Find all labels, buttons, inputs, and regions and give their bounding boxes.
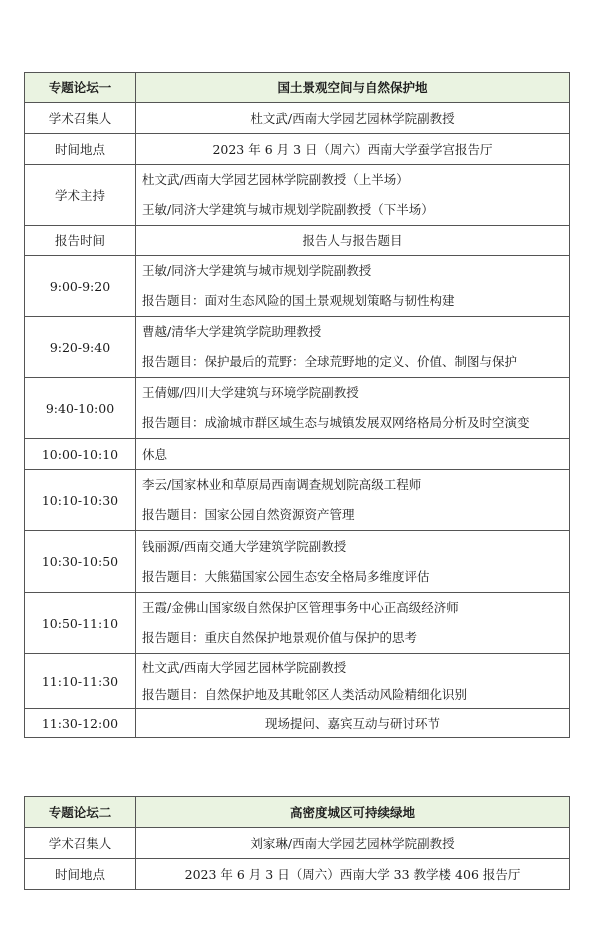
session-content: [136, 470, 570, 531]
session-row: [25, 593, 570, 654]
forum2-title-label: 专题论坛二: [25, 797, 136, 828]
session-speaker: 曹越/清华大学建筑学院助理教授: [142, 324, 322, 339]
session-time: 10:30-10:50: [25, 531, 136, 593]
forum1-host-2: 王敏/同济大学建筑与城市规划学院副教授（下半场）: [142, 202, 434, 217]
forum2-convener-row: [25, 828, 570, 859]
forum2-time-place: 2023 年 6 月 3 日（周六）西南大学 33 教学楼 406 报告厅: [136, 859, 570, 890]
session-topic: 报告题目：成渝城市群区域生态与城镇发展双网络格局分析及时空演变: [142, 415, 530, 430]
forum1-time-place-label: 时间地点: [25, 134, 136, 165]
forum1-table: [24, 72, 570, 738]
session-content: [136, 317, 570, 378]
session-time: 9:00-9:20: [25, 256, 136, 317]
session-topic: 报告题目：大熊猫国家公园生态安全格局多维度评估: [142, 568, 430, 584]
session-topic: 报告题目：自然保护地及其毗邻区人类活动风险精细化识别: [142, 687, 468, 702]
session-row: [25, 654, 570, 709]
session-row: [25, 317, 570, 378]
break-row: [25, 439, 570, 470]
forum2-convener-label: 学术召集人: [25, 828, 136, 859]
session-speaker: 杜文武/西南大学园艺园林学院副教授: [142, 660, 347, 675]
session-time: 10:50-11:10: [25, 593, 136, 654]
forum1-hosts: [136, 165, 570, 226]
session-content: [136, 531, 570, 593]
forum2-table: [24, 796, 570, 890]
session-content: [136, 593, 570, 654]
session-speaker: 王霞/金佛山国家级自然保护区管理事务中心正高级经济师: [142, 600, 459, 615]
forum2-time-place-label: 时间地点: [25, 859, 136, 890]
forum1-convener-label: 学术召集人: [25, 103, 136, 134]
forum1-host-row: [25, 165, 570, 226]
forum1-host-label: 学术主持: [25, 165, 136, 226]
closing-time: 11:30-12:00: [25, 709, 136, 738]
session-time: 10:10-10:30: [25, 470, 136, 531]
session-row: [25, 531, 570, 593]
forum2-title: 高密度城区可持续绿地: [136, 797, 570, 828]
forum1-convener-row: [25, 103, 570, 134]
session-time: 11:10-11:30: [25, 654, 136, 709]
session-row: [25, 378, 570, 439]
session-topic: 报告题目：保护最后的荒野：全球荒野地的定义、价值、制图与保护: [142, 354, 518, 369]
session-time: 9:40-10:00: [25, 378, 136, 439]
session-topic: 报告题目：国家公园自然资源资产管理: [142, 507, 355, 522]
schedule-header-time: 报告时间: [25, 226, 136, 256]
session-content: [136, 654, 570, 709]
session-row: [25, 256, 570, 317]
schedule-header-content: 报告人与报告题目: [136, 226, 570, 256]
session-time: 10:00-10:10: [25, 439, 136, 470]
forum2-convener: 刘家琳/西南大学园艺园林学院副教授: [136, 828, 570, 859]
session-speaker: 李云/国家林业和草原局西南调查规划院高级工程师: [142, 477, 422, 492]
session-speaker: 王倩娜/四川大学建筑与环境学院副教授: [142, 385, 359, 400]
forum2-time-place-row: [25, 859, 570, 890]
forum1-title: 国土景观空间与自然保护地: [136, 73, 570, 103]
session-content: [136, 378, 570, 439]
session-topic: 报告题目：重庆自然保护地景观价值与保护的思考: [142, 630, 418, 645]
forum1-convener: 杜文武/西南大学园艺园林学院副教授: [136, 103, 570, 134]
break-label: 休息: [136, 439, 570, 470]
forum1-time-place: 2023 年 6 月 3 日（周六）西南大学蚕学宫报告厅: [136, 134, 570, 165]
forum1-host-1: 杜文武/西南大学园艺园林学院副教授（上半场）: [142, 172, 409, 187]
closing-row: [25, 709, 570, 738]
session-speaker: 钱丽源/西南交通大学建筑学院副教授: [142, 538, 347, 554]
forum2-title-row: [25, 797, 570, 828]
forum1-title-row: [25, 73, 570, 103]
session-content: [136, 256, 570, 317]
forum1-time-place-row: [25, 134, 570, 165]
forum1-title-label: 专题论坛一: [25, 73, 136, 103]
session-speaker: 王敏/同济大学建筑与城市规划学院副教授: [142, 263, 372, 278]
session-row: [25, 470, 570, 531]
closing-content: 现场提问、嘉宾互动与研讨环节: [136, 709, 570, 738]
session-topic: 报告题目：面对生态风险的国土景观规划策略与韧性构建: [142, 293, 455, 308]
forum1-schedule-header-row: [25, 226, 570, 256]
session-time: 9:20-9:40: [25, 317, 136, 378]
